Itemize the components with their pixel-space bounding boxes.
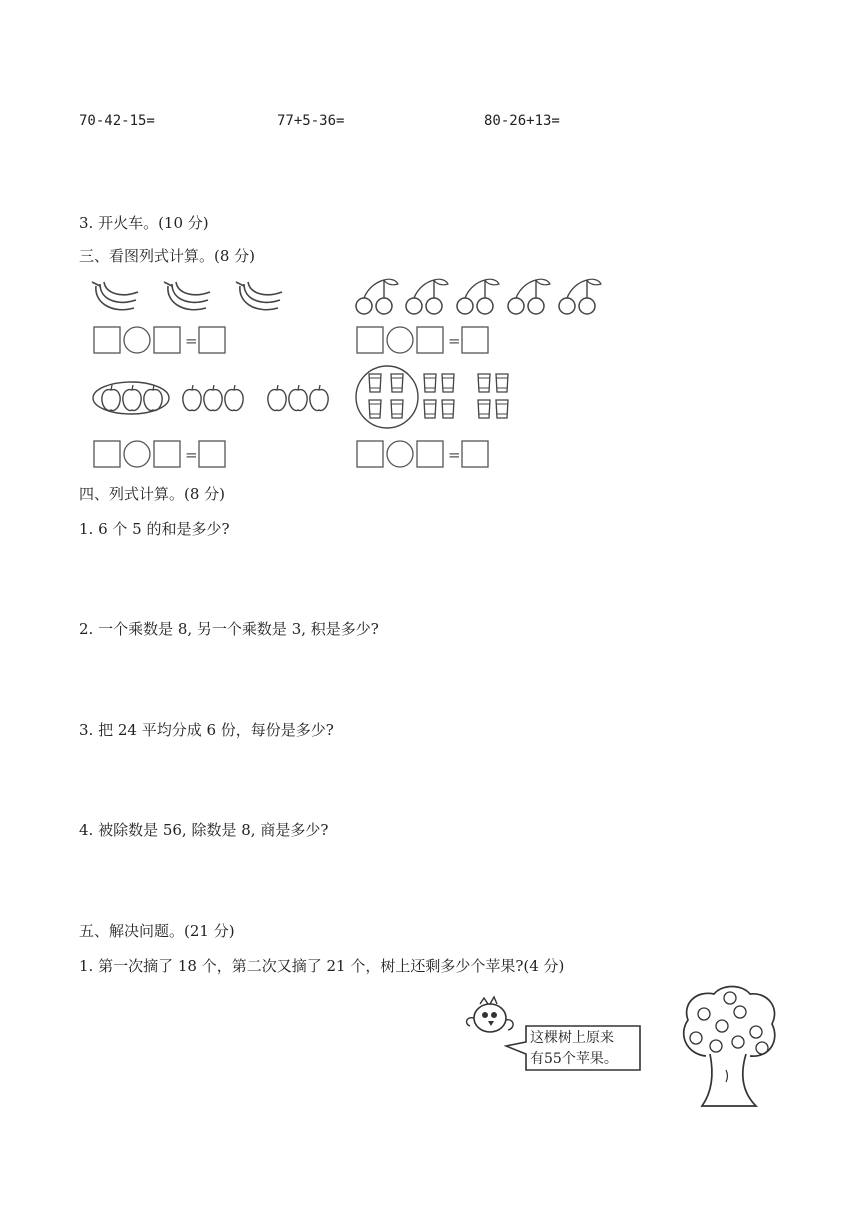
- cup-icon: [369, 400, 381, 418]
- cup-icon: [442, 400, 454, 418]
- question-4-1: 1. 6 个 5 的和是多少?: [79, 520, 230, 538]
- apple-icon: [225, 385, 243, 411]
- apple-icon: [123, 385, 141, 411]
- cup-group: [354, 364, 524, 430]
- cup-icon: [478, 374, 490, 392]
- question-4-3: 3. 把 24 平均分成 6 份，每份是多少?: [79, 721, 334, 739]
- apple-icon: [204, 385, 222, 411]
- banana-bunch-icon: [92, 282, 138, 310]
- cup-icon: [391, 400, 403, 418]
- apple-icon: [102, 385, 120, 411]
- banana-bunch-icon: [236, 282, 282, 310]
- cup-icon: [391, 374, 403, 392]
- banana-group: [88, 276, 298, 318]
- expression-2: 77+5-36=: [277, 113, 345, 129]
- section-3-title: 三、看图列式计算。(8 分): [79, 247, 256, 265]
- cherry-icon: [508, 279, 550, 314]
- question-4-4: 4. 被除数是 56, 除数是 8, 商是多少?: [79, 821, 329, 839]
- apple-icon: [144, 385, 162, 411]
- apple-tree-icon: [676, 984, 780, 1112]
- cup-icon: [442, 374, 454, 392]
- section-4-title: 四、列式计算。(8 分): [79, 485, 226, 503]
- svg-text:=: =: [185, 446, 198, 464]
- bubble-line-1: 这棵树上原来: [530, 1030, 614, 1046]
- answer-boxes-cherries[interactable]: [356, 326, 490, 354]
- cherry-icon: [559, 279, 601, 314]
- cup-icon: [369, 374, 381, 392]
- expression-3: 80-26+13=: [484, 113, 560, 129]
- svg-text:=: =: [448, 446, 461, 464]
- cup-icon: [496, 400, 508, 418]
- svg-text:=: =: [185, 332, 198, 350]
- cherry-icon: [457, 279, 499, 314]
- answer-boxes-apples[interactable]: [93, 440, 227, 468]
- question-4-2: 2. 一个乘数是 8, 另一个乘数是 3, 积是多少?: [79, 620, 379, 638]
- expression-1: 70-42-15=: [79, 113, 155, 129]
- train-question-heading: 3. 开火车。(10 分): [79, 214, 209, 232]
- cup-icon: [424, 374, 436, 392]
- cup-icon: [424, 400, 436, 418]
- question-5-1: 1. 第一次摘了 18 个，第二次又摘了 21 个，树上还剩多少个苹果?(4 分): [79, 957, 565, 975]
- apple-icon: [183, 385, 201, 411]
- answer-boxes-bananas[interactable]: [93, 326, 227, 354]
- cherry-icon: [406, 279, 448, 314]
- apple-icon: [268, 385, 286, 411]
- bubble-line-2: 有55个苹果。: [530, 1051, 618, 1067]
- apple-icon: [289, 385, 307, 411]
- cup-icon: [478, 400, 490, 418]
- banana-bunch-icon: [164, 282, 210, 310]
- apple-tree-illustration: [676, 984, 780, 1112]
- section-5-title: 五、解决问题。(21 分): [79, 922, 235, 940]
- answer-boxes-cups[interactable]: [356, 440, 490, 468]
- apple-icon: [310, 385, 328, 411]
- cherry-group: [352, 276, 612, 318]
- apple-group: [90, 378, 342, 416]
- cup-icon: [496, 374, 508, 392]
- cherry-icon: [356, 279, 398, 314]
- svg-text:=: =: [448, 332, 461, 350]
